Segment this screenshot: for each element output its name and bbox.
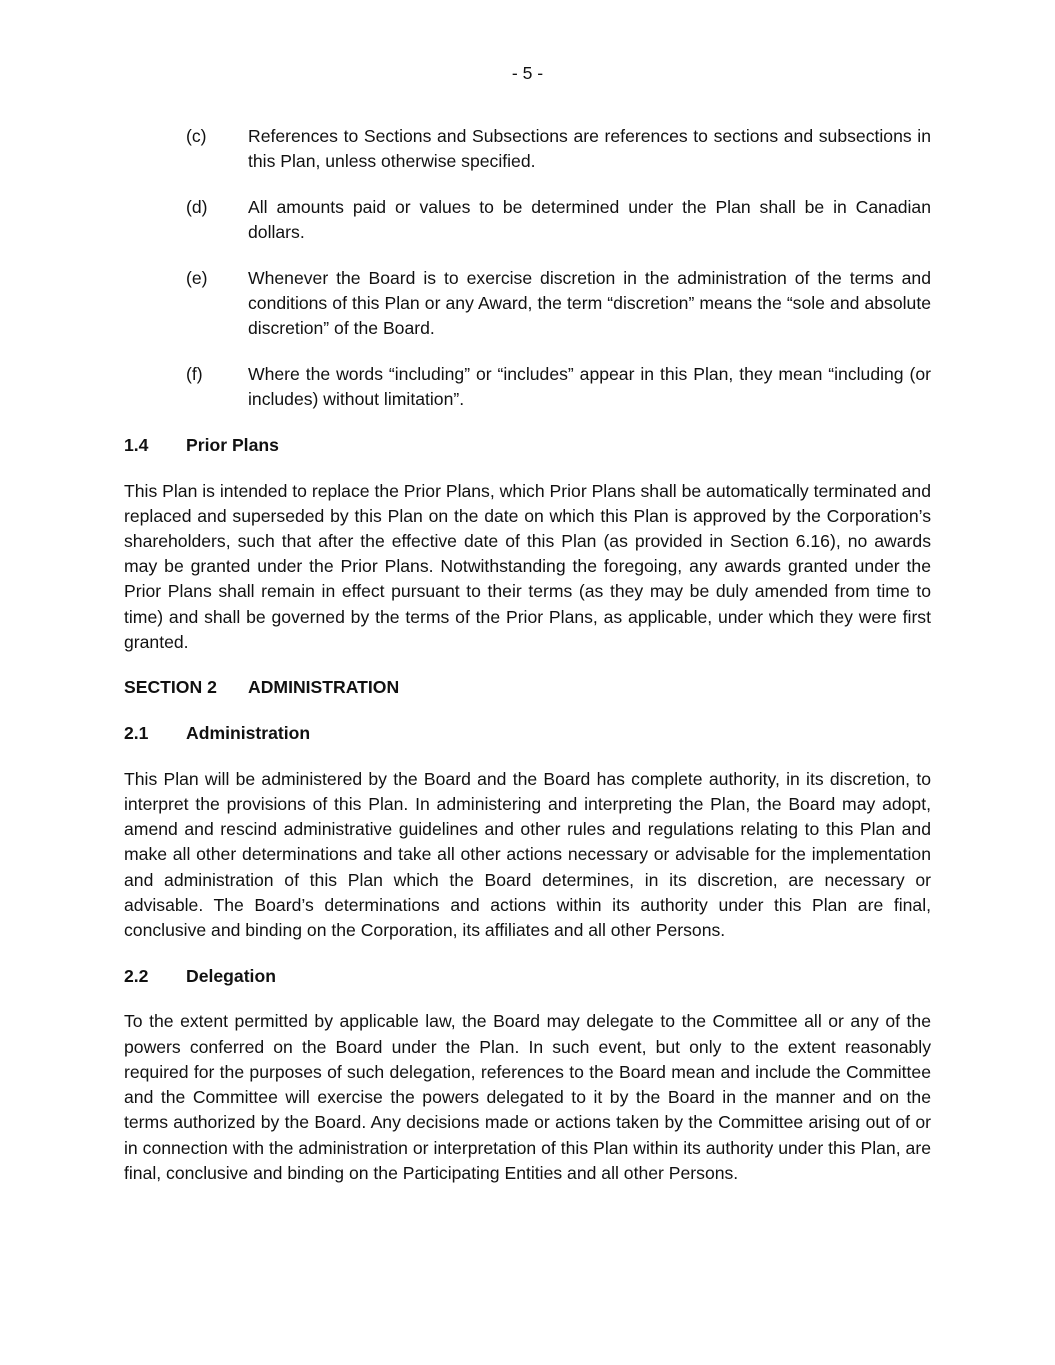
page-number: - 5 - (511, 63, 544, 83)
heading-administration (124, 721, 931, 746)
heading-title: Prior Plans (186, 434, 279, 455)
list-item-text: Whenever the Board is to exercise discretion in the administration of the terms and conditions of this Plan or any Award, the term “discretion” means the “sole and absolute discretion” of the Board. (248, 267, 931, 339)
heading-number: 1.4 (124, 434, 149, 455)
section-title: ADMINISTRATION (248, 677, 400, 698)
heading-section-2 (124, 675, 931, 700)
list-item-c (124, 124, 931, 174)
list-item-text: References to Sections and Subsections are references to sections and subsections in this Plan, unless otherwise specified. (248, 126, 931, 172)
heading-number: 2.1 (124, 723, 149, 744)
list-item-label: (d) (186, 196, 208, 217)
list-item-text: Where the words “including” or “includes” appear in this Plan, they mean “including (or includes) without limitation”. (248, 363, 931, 410)
heading-title: Administration (186, 723, 311, 744)
list-item-label: (e) (186, 267, 208, 288)
list-item-label: (c) (186, 126, 207, 146)
heading-delegation (124, 964, 931, 989)
paragraph-delegation: To the extent permitted by applicable law, the Board may delegate to the Committee all or any of the powers conferred on the Board under the Plan. In such event, but only to the extent reasonably required for the purposes of such delegation, references to the Board mean and include the Committee and the Committee will exercise the powers delegated to it by the Board in the manner and on the terms authorized by the Board. Any decisions made or actions taken by the Committee arising out of or in connection with the administration or interpretation of this Plan within its authority under this Plan, are final, conclusive and binding on the Participating Entities and all other Persons. (124, 1011, 931, 1183)
heading-number: 2.2 (124, 965, 149, 986)
list-item-label: (f) (186, 363, 203, 384)
section-number: SECTION 2 (124, 677, 217, 698)
paragraph-administration: This Plan will be administered by the Board and the Board has complete authority, in its discretion, to interpret the provisions of this Plan. In administering and interpreting the Plan, the Board may adopt, amend and rescind administrative guidelines and other rules and regulations relating to this Plan and make all other determinations and take all other actions necessary or advisable for the implementation and administration of this Plan which the Board determines, in its discretion, are necessary or advisable. The Board’s determinations and actions within its authority under this Plan are final, conclusive and binding on the Corporation, its affiliates and all other Persons. (124, 768, 931, 941)
list-item-e (124, 266, 931, 342)
heading-prior-plans (124, 433, 931, 458)
list-item-text: All amounts paid or values to be determined under the Plan shall be in Canadian dollars. (248, 196, 931, 243)
paragraph-prior-plans: This Plan is intended to replace the Prior Plans, which Prior Plans shall be automatically terminated and replaced and superseded by this Plan on the date on which this Plan is approved by the Corporation’s shareholders, such that after the effective date of this Plan (as provided in Section 6.16), no awards may be granted under the Prior Plans. Notwithstanding the foregoing, any awards granted under the Prior Plans shall remain in effect pursuant to their terms (as they may be duly amended from time to time) and shall be governed by the terms of the Prior Plans, as applicable, under which they were first granted. (124, 480, 931, 652)
heading-title: Delegation (186, 965, 276, 986)
list-item-d (124, 195, 931, 245)
list-item-f (124, 362, 931, 412)
page-content (124, 124, 931, 1206)
